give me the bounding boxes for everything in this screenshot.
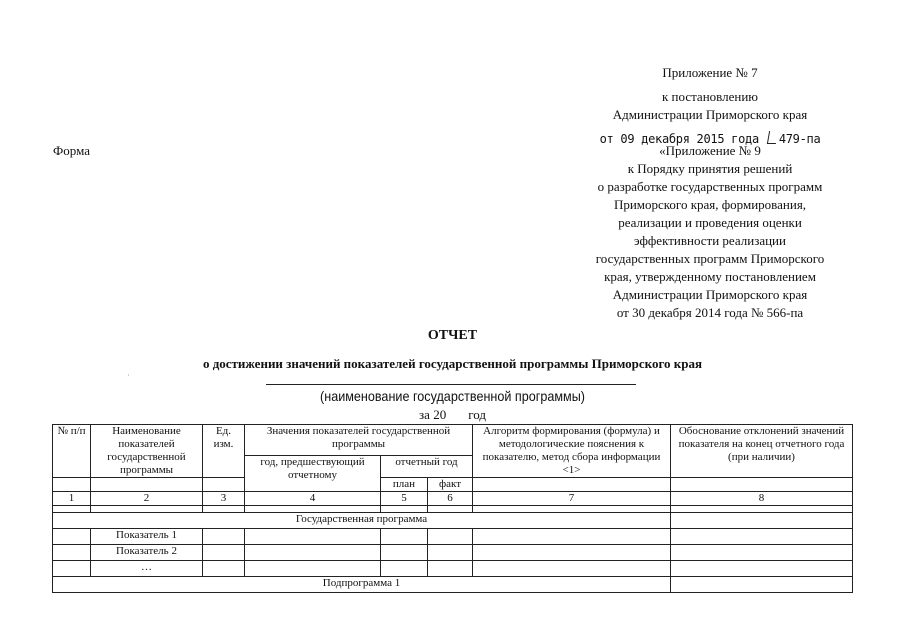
column-number: 2 bbox=[91, 492, 203, 506]
header-row-1 bbox=[53, 425, 853, 456]
procedure-line-8: Администрации Приморского края bbox=[612, 287, 808, 302]
section-state-program: Государственная программа bbox=[53, 513, 671, 529]
program-name-line bbox=[266, 384, 636, 385]
decree-date: 09 декабря 2015 года bbox=[620, 132, 759, 146]
report-title: ОТЧЕТ bbox=[427, 328, 478, 343]
col-header-num: № п/п bbox=[53, 425, 91, 478]
decree-to: к постановлению bbox=[661, 89, 759, 104]
procedure-line-1: к Порядку принятия решений bbox=[627, 161, 793, 176]
procedure-line-5: эффективности реализации bbox=[634, 233, 786, 248]
appendix-block bbox=[560, 64, 860, 322]
decree-admin: Администрации Приморского края bbox=[612, 107, 808, 122]
col-header-values-group: Значения показателей государственной программы bbox=[245, 425, 473, 456]
column-number: 7 bbox=[473, 492, 671, 506]
program-caption: (наименование государственной программы) bbox=[320, 388, 585, 404]
procedure-line-3: Приморского края, формирования, bbox=[613, 197, 807, 212]
column-number: 6 bbox=[428, 492, 473, 506]
appendix-label: Приложение № 7 bbox=[662, 65, 758, 80]
number-sign-mark bbox=[767, 131, 778, 144]
decree-date-prefix: от bbox=[599, 132, 614, 146]
indicator-name: Показатель 2 bbox=[91, 545, 203, 561]
procedure-line-4: реализации и проведения оценки bbox=[618, 215, 802, 230]
procedure-line-9: от 30 декабря 2014 года № 566-па bbox=[616, 305, 804, 320]
col-header-plan: план bbox=[381, 478, 428, 492]
col-header-algorithm: Алгоритм формирования (формула) и методологические пояснения к показателю, метод сбора информации <1> bbox=[473, 425, 671, 478]
form-label: Форма bbox=[53, 143, 90, 158]
table-row bbox=[53, 545, 853, 561]
report-table bbox=[52, 424, 853, 593]
column-number: 8 bbox=[671, 492, 853, 506]
column-number-row bbox=[53, 492, 853, 506]
indicator-name: … bbox=[91, 561, 203, 577]
col-header-indicator-name: Наименование показателей государственной программы bbox=[91, 425, 203, 478]
section-subprogram: Подпрограмма 1 bbox=[53, 577, 671, 593]
column-number: 5 bbox=[381, 492, 428, 506]
year-prefix: за 20 bbox=[419, 407, 447, 422]
col-header-prev-year: год, предшествующий отчетному bbox=[245, 456, 381, 492]
decree-number: 479-па bbox=[778, 132, 821, 146]
table-row bbox=[53, 561, 853, 577]
indicator-name: Показатель 1 bbox=[91, 529, 203, 545]
procedure-line-2: о разработке государственных программ bbox=[597, 179, 823, 194]
column-number: 3 bbox=[203, 492, 245, 506]
procedure-line-6: государственных программ Приморского bbox=[595, 251, 825, 266]
col-header-unit: Ед. изм. bbox=[203, 425, 245, 478]
section-row-state-program bbox=[53, 513, 853, 529]
section-row-subprogram bbox=[53, 577, 853, 593]
sub-appendix-label: «Приложение № 9 bbox=[659, 143, 761, 158]
table-row bbox=[53, 529, 853, 545]
header-row-3 bbox=[53, 478, 853, 492]
column-number: 4 bbox=[245, 492, 381, 506]
procedure-line-7: края, утвержденному постановлением bbox=[604, 269, 816, 284]
column-number: 1 bbox=[53, 492, 91, 506]
col-header-report-year: отчетный год bbox=[381, 456, 473, 478]
spacer-row bbox=[53, 506, 853, 513]
report-year-line bbox=[0, 407, 905, 423]
year-suffix: год bbox=[468, 407, 486, 422]
col-header-fact: факт bbox=[428, 478, 473, 492]
report-subtitle: о достижении значений показателей государственной программы Приморского края bbox=[202, 356, 703, 371]
col-header-justification: Обоснование отклонений значений показателя на конец отчетного года (при наличии) bbox=[671, 425, 853, 478]
stray-dot: · bbox=[127, 371, 130, 380]
